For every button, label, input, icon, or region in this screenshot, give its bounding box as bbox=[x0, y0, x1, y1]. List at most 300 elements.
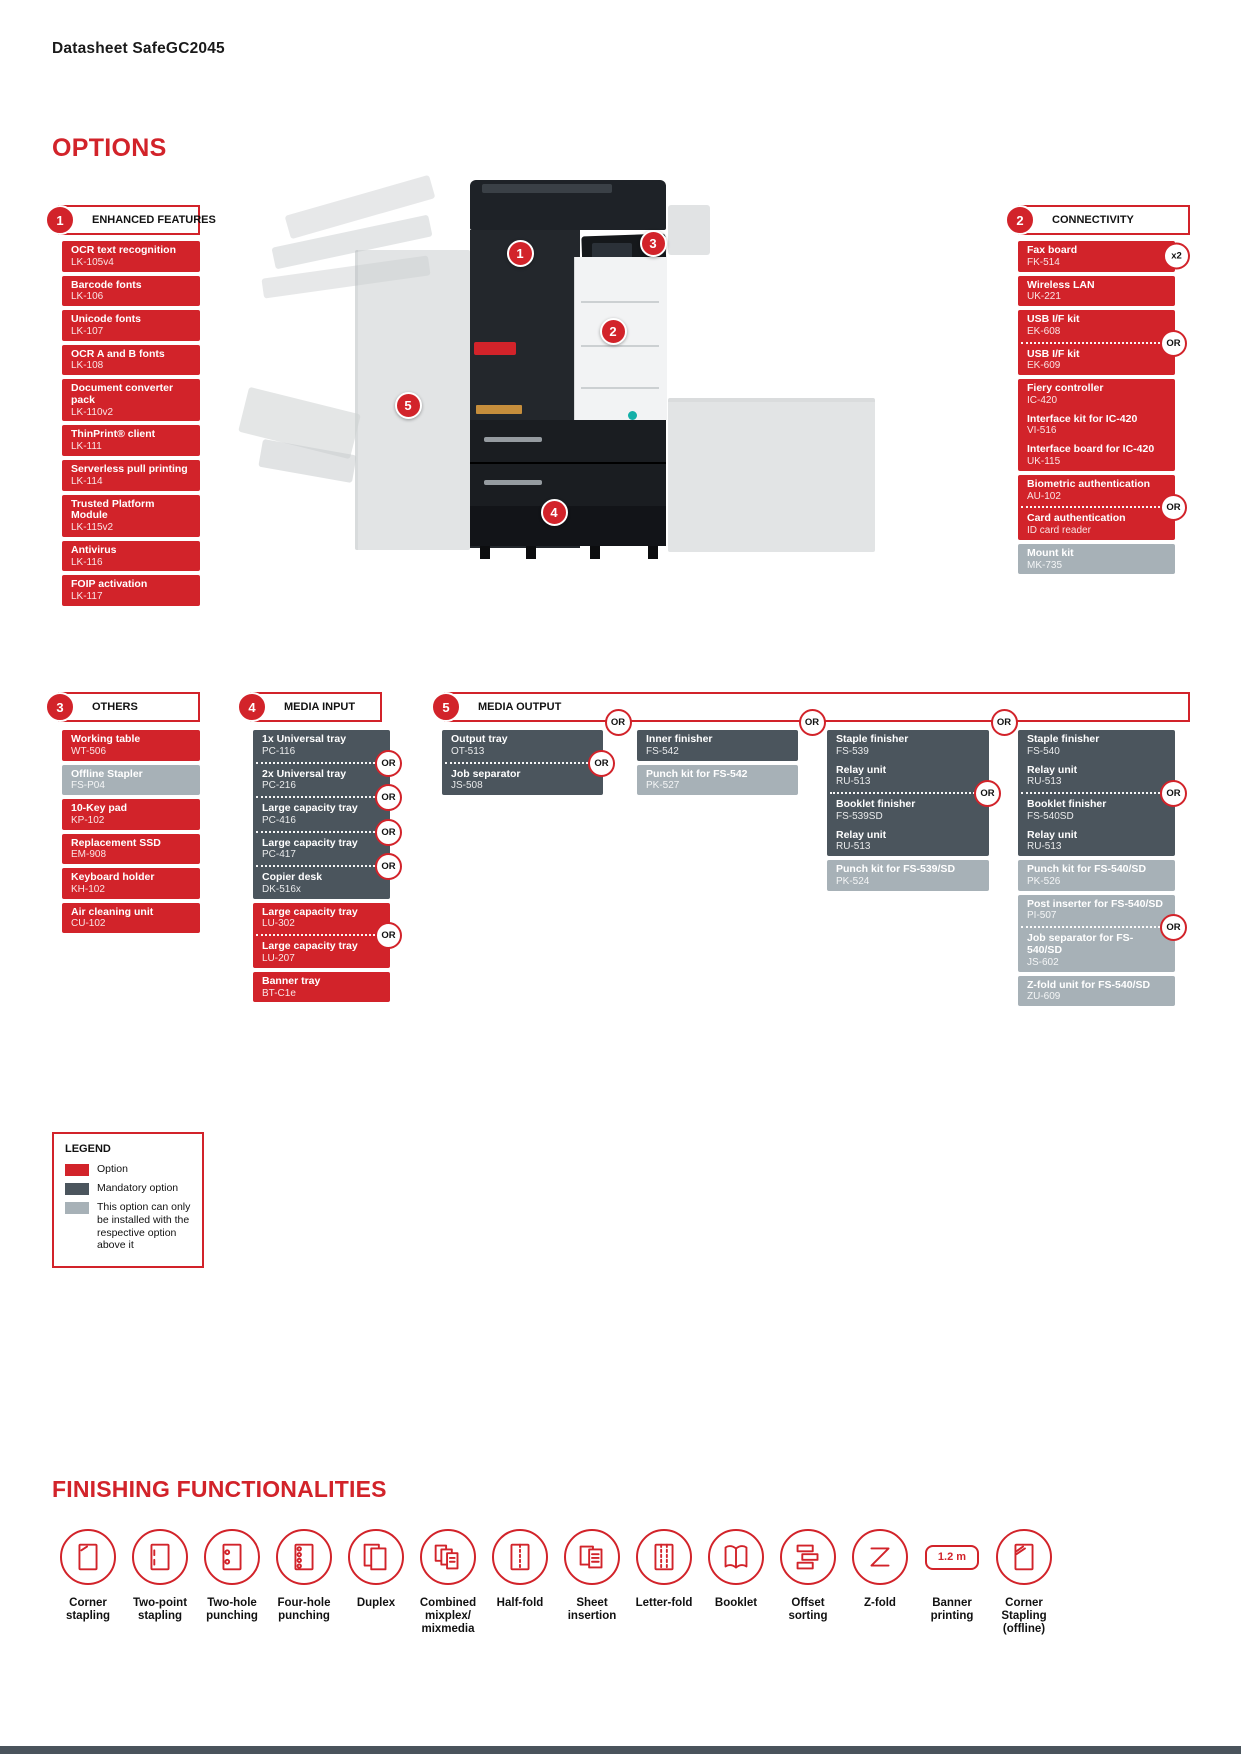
finishing-item bbox=[484, 1526, 556, 1637]
option-code: CU-102 bbox=[71, 918, 106, 930]
legend bbox=[52, 1132, 204, 1268]
or-divider bbox=[830, 788, 995, 800]
option-item-LK-116 bbox=[62, 541, 200, 572]
option-group bbox=[1018, 276, 1175, 307]
option-code: FS-539 bbox=[836, 745, 869, 757]
option-name: Interface kit for IC-420 bbox=[1027, 412, 1138, 425]
finishing-item bbox=[556, 1526, 628, 1637]
option-item-ZU-609 bbox=[1018, 976, 1175, 1007]
finishing-item bbox=[700, 1526, 772, 1637]
option-item-UK-115 bbox=[1018, 440, 1175, 471]
offset-sorting-icon bbox=[780, 1529, 836, 1585]
section-title: CONNECTIVITY bbox=[1052, 214, 1134, 226]
option-group bbox=[253, 730, 396, 899]
finishing-iconbox bbox=[276, 1526, 332, 1588]
finishing-iconbox bbox=[925, 1526, 979, 1588]
section-header-media-input bbox=[250, 692, 382, 722]
option-code: FS-542 bbox=[646, 745, 679, 757]
option-item-PI-507 bbox=[1018, 895, 1175, 926]
option-code: FS-539SD bbox=[836, 810, 883, 822]
option-name: Output tray bbox=[451, 733, 508, 745]
finishing-item bbox=[772, 1526, 844, 1637]
finishing-iconbox bbox=[204, 1526, 260, 1588]
option-name: Relay unit bbox=[1027, 828, 1078, 841]
option-code: LK-106 bbox=[71, 291, 104, 303]
multiplier-badge: x2 bbox=[1163, 243, 1190, 270]
option-item-KP-102 bbox=[62, 799, 200, 830]
option-name: OCR A and B fonts bbox=[71, 347, 165, 360]
option-group bbox=[62, 765, 200, 796]
option-name: Post inserter for FS-540/SD bbox=[1027, 897, 1163, 910]
option-code: PC-416 bbox=[262, 814, 296, 826]
option-item-JS-602 bbox=[1018, 929, 1175, 971]
option-item-LK-108 bbox=[62, 345, 200, 376]
finishing-iconbox bbox=[420, 1526, 476, 1588]
printer-base bbox=[470, 506, 666, 546]
drawer-handle[interactable] bbox=[484, 480, 542, 485]
footer-bar bbox=[0, 1746, 1241, 1754]
option-item-PK-526 bbox=[1018, 860, 1175, 891]
option-code: VI-516 bbox=[1027, 425, 1057, 437]
legend-label: This option can only be installed with the respective option above it bbox=[97, 1201, 191, 1252]
output-shelf-line bbox=[581, 345, 659, 347]
model-label bbox=[476, 405, 522, 414]
option-name: Serverless pull printing bbox=[71, 463, 188, 476]
option-item-LU-207 bbox=[253, 937, 390, 968]
option-code: OT-513 bbox=[451, 745, 485, 757]
option-code: FK-514 bbox=[1027, 256, 1060, 268]
option-group bbox=[1018, 379, 1175, 471]
finishing-iconbox bbox=[996, 1526, 1052, 1588]
option-name: USB I/F kit bbox=[1027, 313, 1080, 326]
finishing-label: Four-hole punching bbox=[277, 1597, 331, 1623]
option-code: PK-526 bbox=[1027, 875, 1061, 887]
or-badge: OR bbox=[375, 784, 402, 811]
half-fold-icon bbox=[492, 1529, 548, 1585]
drawer-divider bbox=[470, 462, 666, 464]
option-code: PK-527 bbox=[646, 780, 680, 792]
or-badge: OR bbox=[375, 922, 402, 949]
option-name: Z-fold unit for FS-540/SD bbox=[1027, 978, 1151, 991]
accent-dot bbox=[628, 411, 637, 420]
option-item-IC-420 bbox=[1018, 379, 1175, 410]
option-stack bbox=[253, 730, 396, 1002]
finishing-label: Letter-fold bbox=[635, 1597, 693, 1609]
option-item-KH-102 bbox=[62, 868, 200, 899]
section-title: OTHERS bbox=[92, 701, 138, 713]
finishing-iconbox bbox=[780, 1526, 836, 1588]
finishing-label: Two-point stapling bbox=[132, 1597, 188, 1623]
option-code: KH-102 bbox=[71, 883, 105, 895]
option-code: KP-102 bbox=[71, 814, 105, 826]
option-name: Booklet finisher bbox=[1027, 798, 1107, 811]
option-group bbox=[62, 310, 200, 341]
option-item-LK-115v2 bbox=[62, 495, 200, 537]
option-code: PC-417 bbox=[262, 849, 296, 861]
option-name: Card authentication bbox=[1027, 512, 1126, 525]
legend-swatch-conditional bbox=[65, 1202, 89, 1214]
finishing-item bbox=[412, 1526, 484, 1637]
banner-printing-badge: 1.2 m bbox=[925, 1545, 979, 1570]
section-number: 2 bbox=[1005, 205, 1035, 235]
option-name: FOIP activation bbox=[71, 578, 148, 591]
option-item-LK-107 bbox=[62, 310, 200, 341]
finishing-item bbox=[844, 1526, 916, 1637]
output-shelf-line bbox=[581, 301, 659, 303]
option-code: AU-102 bbox=[1027, 490, 1061, 502]
finishing-heading: FINISHING FUNCTIONALITIES bbox=[52, 1476, 387, 1502]
finishing-label: Corner Stapling (offline) bbox=[1001, 1597, 1047, 1636]
option-name: Inner finisher bbox=[646, 733, 713, 745]
finishing-iconbox bbox=[492, 1526, 548, 1588]
or-badge: OR bbox=[799, 709, 826, 736]
option-code: EK-608 bbox=[1027, 325, 1061, 337]
caster bbox=[526, 546, 536, 559]
or-divider bbox=[1021, 922, 1181, 934]
option-group bbox=[1018, 544, 1175, 575]
section-number: 5 bbox=[431, 692, 461, 722]
media-output-column-1 bbox=[442, 730, 609, 795]
option-code: LK-117 bbox=[71, 591, 103, 603]
option-code: DK-516x bbox=[262, 883, 301, 895]
option-name: Mount kit bbox=[1027, 546, 1074, 559]
section-header-others bbox=[58, 692, 200, 722]
option-name: Job separator for FS-540/SD bbox=[1027, 932, 1134, 957]
option-item-FS-539 bbox=[827, 730, 989, 761]
finishing-iconbox bbox=[564, 1526, 620, 1588]
option-group bbox=[62, 799, 200, 830]
option-item-PC-116 bbox=[253, 730, 390, 761]
finishing-iconbox bbox=[636, 1526, 692, 1588]
finishing-label: Combined mixplex/ mixmedia bbox=[419, 1597, 477, 1636]
section-header-connectivity bbox=[1018, 205, 1190, 235]
section-number: 3 bbox=[45, 692, 75, 722]
option-group bbox=[62, 379, 200, 421]
four-hole-punching-icon bbox=[276, 1529, 332, 1585]
option-name: Relay unit bbox=[1027, 763, 1078, 776]
option-code: LK-114 bbox=[71, 475, 103, 487]
legend-item bbox=[65, 1182, 191, 1195]
drawer-handle[interactable] bbox=[484, 437, 542, 442]
booklet-icon bbox=[708, 1529, 764, 1585]
option-code: LK-107 bbox=[71, 325, 104, 337]
option-item-WT-506 bbox=[62, 730, 200, 761]
option-stack bbox=[1018, 241, 1182, 574]
two-hole-punching-icon bbox=[204, 1529, 260, 1585]
or-badge: OR bbox=[1160, 780, 1187, 807]
option-code: LK-111 bbox=[71, 441, 102, 453]
option-group bbox=[1018, 895, 1181, 972]
finishing-label: Z-fold bbox=[864, 1597, 896, 1609]
option-item-VI-516 bbox=[1018, 410, 1175, 441]
option-item-RU-513 bbox=[1018, 826, 1175, 857]
finishing-label: Banner printing bbox=[930, 1597, 974, 1623]
option-group bbox=[62, 276, 200, 307]
option-item-DK-516x bbox=[253, 868, 390, 899]
option-item-PC-417 bbox=[253, 834, 390, 865]
finishing-label: Two-hole punching bbox=[206, 1597, 258, 1623]
option-item-FS-540SD bbox=[1018, 795, 1175, 826]
finishing-iconbox bbox=[708, 1526, 764, 1588]
option-name: 1x Universal tray bbox=[262, 733, 347, 745]
option-item-EK-609 bbox=[1018, 345, 1175, 376]
corner-stapling-offline-icon bbox=[996, 1529, 1052, 1585]
option-name: Punch kit for FS-540/SD bbox=[1027, 863, 1147, 876]
option-code: MK-735 bbox=[1027, 559, 1063, 571]
option-group bbox=[1018, 475, 1181, 540]
or-divider bbox=[256, 861, 396, 873]
option-code: FS-P04 bbox=[71, 780, 105, 792]
option-item-FK-514 bbox=[1018, 241, 1175, 272]
option-item-FS-539SD bbox=[827, 795, 989, 826]
option-name: Fax board bbox=[1027, 244, 1078, 256]
option-name: Large capacity tray bbox=[262, 802, 358, 815]
ghost-large-capacity-cabinet bbox=[668, 398, 875, 552]
option-stack bbox=[62, 730, 200, 933]
or-badge: OR bbox=[605, 709, 632, 736]
option-group bbox=[253, 972, 390, 1003]
finishing-item bbox=[628, 1526, 700, 1637]
option-code: RU-513 bbox=[836, 776, 871, 788]
option-item-FS-P04 bbox=[62, 765, 200, 796]
option-name: Booklet finisher bbox=[836, 798, 916, 811]
callout-3: 3 bbox=[640, 230, 667, 257]
option-name: Copier desk bbox=[262, 871, 323, 884]
option-code: EK-609 bbox=[1027, 360, 1061, 372]
section-number: 1 bbox=[45, 205, 75, 235]
option-name: Punch kit for FS-539/SD bbox=[836, 863, 956, 876]
option-code: JS-602 bbox=[1027, 956, 1059, 968]
finishing-iconbox bbox=[348, 1526, 404, 1588]
finishing-iconbox bbox=[132, 1526, 188, 1588]
option-item-CU-102 bbox=[62, 903, 200, 934]
option-code: UK-221 bbox=[1027, 291, 1061, 303]
option-item-LK-111 bbox=[62, 425, 200, 456]
z-fold-icon bbox=[852, 1529, 908, 1585]
option-code: LU-302 bbox=[262, 918, 295, 930]
option-name: USB I/F kit bbox=[1027, 347, 1080, 360]
option-name: Barcode fonts bbox=[71, 278, 142, 291]
or-badge: OR bbox=[588, 750, 615, 777]
legend-swatch-mandatory bbox=[65, 1183, 89, 1195]
finishing-label: Sheet insertion bbox=[567, 1597, 617, 1623]
option-name: Unicode fonts bbox=[71, 313, 141, 326]
finishing-item bbox=[340, 1526, 412, 1637]
option-group bbox=[62, 241, 200, 272]
option-item-PC-216 bbox=[253, 765, 390, 796]
combined-mix-icon bbox=[420, 1529, 476, 1585]
callout-4: 4 bbox=[541, 499, 568, 526]
finishing-item bbox=[916, 1526, 988, 1637]
option-name: Large capacity tray bbox=[262, 836, 358, 849]
legend-items bbox=[65, 1163, 191, 1252]
section-title: MEDIA INPUT bbox=[284, 701, 356, 713]
or-divider bbox=[256, 826, 396, 838]
option-code: JS-508 bbox=[451, 780, 483, 792]
option-item-LK-105v4 bbox=[62, 241, 200, 272]
option-item-OT-513 bbox=[442, 730, 603, 761]
or-divider bbox=[256, 792, 396, 804]
option-code: PK-524 bbox=[836, 875, 870, 887]
option-code: PI-507 bbox=[1027, 910, 1057, 922]
option-name: Keyboard holder bbox=[71, 871, 155, 884]
option-group bbox=[1018, 860, 1175, 891]
or-divider bbox=[256, 930, 396, 942]
or-badge: OR bbox=[974, 780, 1001, 807]
option-group bbox=[62, 541, 200, 572]
option-item-PK-527 bbox=[637, 765, 798, 796]
option-item-PK-524 bbox=[827, 860, 989, 891]
section-header-enhanced-features bbox=[56, 205, 216, 235]
sheet-insertion-icon bbox=[564, 1529, 620, 1585]
section-title: ENHANCED FEATURES bbox=[92, 214, 216, 226]
option-item-PC-416 bbox=[253, 799, 390, 830]
option-item-LK-106 bbox=[62, 276, 200, 307]
paper-drawers[interactable] bbox=[470, 420, 666, 506]
option-code: LK-110v2 bbox=[71, 406, 114, 418]
option-code: BT-C1e bbox=[262, 987, 296, 999]
option-group bbox=[253, 903, 396, 968]
option-code: RU-513 bbox=[1027, 841, 1062, 853]
option-item-RU-513 bbox=[827, 826, 989, 857]
option-name: Large capacity tray bbox=[262, 905, 358, 918]
option-group bbox=[62, 460, 200, 491]
option-code: RU-513 bbox=[1027, 776, 1062, 788]
option-code: WT-506 bbox=[71, 745, 107, 757]
option-item-EK-608 bbox=[1018, 310, 1175, 341]
option-code: LK-116 bbox=[71, 556, 103, 568]
option-group bbox=[637, 730, 798, 761]
option-name: 2x Universal tray bbox=[262, 767, 347, 780]
caster bbox=[480, 546, 490, 559]
option-item-LK-117 bbox=[62, 575, 200, 606]
legend-label: Mandatory option bbox=[97, 1182, 179, 1194]
finishing-item bbox=[52, 1526, 124, 1637]
option-code: LK-115v2 bbox=[71, 522, 114, 534]
or-badge: OR bbox=[375, 819, 402, 846]
or-badge: OR bbox=[375, 750, 402, 777]
option-code: LK-108 bbox=[71, 360, 104, 372]
legend-item bbox=[65, 1163, 191, 1176]
option-name: 10-Key pad bbox=[71, 802, 128, 815]
media-output-column-3 bbox=[827, 730, 995, 891]
option-name: Document converter pack bbox=[71, 382, 174, 406]
letter-fold-icon bbox=[636, 1529, 692, 1585]
option-name: Relay unit bbox=[836, 828, 887, 841]
option-group bbox=[637, 765, 798, 796]
option-name: Large capacity tray bbox=[262, 940, 358, 953]
option-name: Relay unit bbox=[836, 763, 887, 776]
option-item-LK-114 bbox=[62, 460, 200, 491]
finishing-label: Offset sorting bbox=[788, 1597, 828, 1623]
option-group bbox=[62, 345, 200, 376]
duplex-icon bbox=[348, 1529, 404, 1585]
option-code: LK-105v4 bbox=[71, 256, 114, 268]
option-name: Punch kit for FS-542 bbox=[646, 767, 748, 780]
callout-5: 5 bbox=[395, 392, 422, 419]
option-item-JS-508 bbox=[442, 765, 603, 796]
option-group bbox=[442, 730, 609, 795]
option-item-BT-C1e bbox=[253, 972, 390, 1003]
section-title: MEDIA OUTPUT bbox=[478, 701, 562, 713]
or-divider bbox=[256, 757, 396, 769]
finishing-label: Duplex bbox=[356, 1597, 396, 1609]
finishing-label: Corner stapling bbox=[65, 1597, 111, 1623]
option-item-LK-110v2 bbox=[62, 379, 200, 421]
option-group bbox=[62, 575, 200, 606]
finishing-row bbox=[52, 1526, 1062, 1637]
finishing-item bbox=[124, 1526, 196, 1637]
option-group bbox=[62, 868, 200, 899]
option-code: ZU-609 bbox=[1027, 991, 1061, 1003]
or-badge: OR bbox=[1160, 330, 1187, 357]
two-point-stapling-icon bbox=[132, 1529, 188, 1585]
option-name: Air cleaning unit bbox=[71, 905, 154, 918]
finishing-item bbox=[988, 1526, 1060, 1637]
option-name: Replacement SSD bbox=[71, 836, 161, 849]
option-name: Job separator bbox=[451, 767, 521, 780]
option-item-RU-513 bbox=[1018, 761, 1175, 792]
option-name: Staple finisher bbox=[1027, 733, 1100, 745]
caster bbox=[590, 546, 600, 559]
ghost-right-attachment bbox=[668, 205, 710, 255]
section-number: 4 bbox=[237, 692, 267, 722]
option-name: Biometric authentication bbox=[1027, 477, 1151, 490]
option-name: Staple finisher bbox=[836, 733, 909, 745]
option-stack bbox=[62, 241, 200, 606]
option-group bbox=[1018, 241, 1182, 272]
option-code: RU-513 bbox=[836, 841, 871, 853]
or-badge: OR bbox=[991, 709, 1018, 736]
option-item-RU-513 bbox=[827, 761, 989, 792]
option-group bbox=[827, 730, 995, 856]
corner-stapling-icon bbox=[60, 1529, 116, 1585]
finishing-iconbox bbox=[60, 1526, 116, 1588]
option-item-LU-302 bbox=[253, 903, 390, 934]
option-name: Offline Stapler bbox=[71, 767, 143, 780]
option-item-UK-221 bbox=[1018, 276, 1175, 307]
option-name: ThinPrint® client bbox=[71, 428, 156, 441]
brand-badge bbox=[474, 342, 516, 355]
callout-2: 2 bbox=[600, 318, 627, 345]
or-badge: OR bbox=[1160, 494, 1187, 521]
option-item-FS-540 bbox=[1018, 730, 1175, 761]
feeder-lid bbox=[482, 184, 612, 193]
option-name: Trusted Platform Module bbox=[71, 497, 155, 522]
or-divider bbox=[1021, 788, 1181, 800]
legend-item bbox=[65, 1201, 191, 1252]
page-title: Datasheet SafeGC2045 bbox=[52, 40, 225, 57]
option-code: FS-540SD bbox=[1027, 810, 1074, 822]
option-code: PC-116 bbox=[262, 745, 296, 757]
legend-title: LEGEND bbox=[65, 1143, 111, 1155]
option-name: Working table bbox=[71, 733, 141, 745]
media-output-column-2 bbox=[637, 730, 798, 795]
option-group bbox=[62, 425, 200, 456]
or-divider bbox=[1021, 337, 1181, 349]
legend-label: Option bbox=[97, 1163, 128, 1175]
option-code: ID card reader bbox=[1027, 525, 1091, 537]
option-item-ID-card-reader bbox=[1018, 509, 1175, 540]
option-name: Banner tray bbox=[262, 974, 321, 987]
or-divider bbox=[445, 757, 609, 769]
option-name: Wireless LAN bbox=[1027, 278, 1095, 291]
callout-1: 1 bbox=[507, 240, 534, 267]
option-item-MK-735 bbox=[1018, 544, 1175, 575]
options-heading: OPTIONS bbox=[52, 134, 167, 162]
or-divider bbox=[1021, 502, 1181, 514]
or-badge: OR bbox=[375, 853, 402, 880]
